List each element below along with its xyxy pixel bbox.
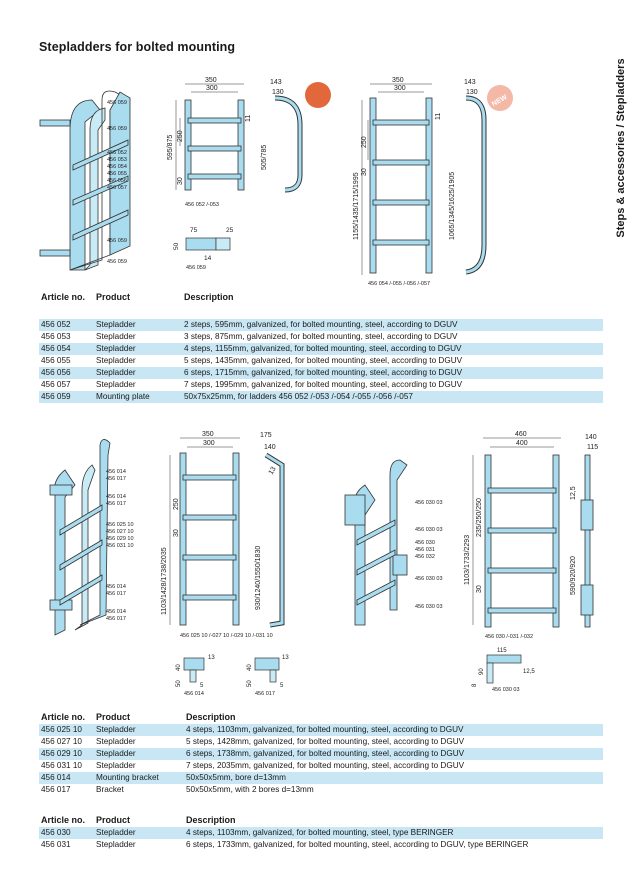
dim-label: 75 (190, 227, 198, 234)
ref-label: 456 017 (106, 591, 126, 597)
dim-label: 12,5 (570, 486, 577, 500)
page-title: Stepladders for bolted mounting (39, 40, 236, 54)
badge-new: NEW (490, 93, 509, 109)
ref-label: 456 017 (106, 476, 126, 482)
dim-label: 130 (272, 89, 284, 96)
ref-label: 456 029 10 (106, 536, 134, 542)
figure-caption: 456 025 10 /-027 10 /-029 10 /-031 10 (180, 633, 273, 639)
dim-label: 595/875 (167, 134, 174, 160)
side-profile-small (275, 98, 300, 190)
table-row: 456 056 Stepladder 6 steps, 1715mm, galvanized, for bolted mounting, steel, according to DGUV (39, 367, 603, 379)
ref-label: 456 014 (106, 609, 126, 615)
ref-label: 456 030 03 (415, 604, 443, 610)
table-row: 456 014 Mounting bracket 50x50x5mm, bore d=13mm (39, 772, 603, 784)
ref-label: 456 014 (106, 469, 126, 475)
dim-label: 1065/1345/1625/1905 (449, 171, 456, 240)
table-row: 456 031 Stepladder 6 steps, 1733mm, galvanized, for bolted mounting, steel, according to DGUV, type BERINGER (41, 840, 529, 849)
front-ladder-large (370, 98, 432, 273)
ref-label: 456 052 (107, 150, 127, 156)
dim-label: 140 (585, 434, 597, 441)
dim-label: 140 (264, 444, 276, 451)
table-header (39, 815, 603, 827)
dim-label: 115 (497, 648, 507, 654)
ref-label: 456 059 (107, 259, 127, 265)
front-ladder-4 (485, 455, 559, 627)
ref-label: 456 014 (106, 584, 126, 590)
dim-label: 50 (247, 680, 253, 687)
dim-label: 250 (173, 498, 180, 510)
dim-label: 30 (177, 177, 184, 185)
table-row: 456 030 Stepladder 4 steps, 1103mm, galvanized, for bolted mounting, steel, type BERINGER (39, 827, 603, 839)
table-row: 456 025 10 Stepladder 4 steps, 1103mm, galvanized, for bolted mounting, steel, according to DGUV (39, 724, 603, 736)
figure-stepladder-4-7-steps (340, 70, 610, 295)
table-row: 456 059 Mounting plate 50x75x25mm, for ladders 456 052 /-053 /-054 /-055 /-056 /-057 (39, 391, 603, 403)
table-row: 456 029 10 Stepladder 6 steps, 1738mm, galvanized, for bolted mounting, steel, according to DGUV (39, 748, 603, 760)
dim-label: 30 (361, 168, 368, 176)
header-description: Description (186, 712, 236, 722)
iso-ladder-3 (50, 439, 110, 635)
dim-label: 1103/1428/1738/2035 (161, 547, 168, 615)
header-article: Article no. (41, 712, 86, 722)
table-row: 456 057 Stepladder 7 steps, 1995mm, galvanized, for bolted mounting, steel, according to DGUV (41, 380, 463, 389)
ref-label: 456 053 (107, 157, 127, 163)
ref-label: 456 030 03 (415, 576, 443, 582)
dim-label: 40 (247, 664, 253, 671)
header-product: Product (96, 712, 131, 722)
dim-label: 143 (464, 79, 476, 86)
figure-stepladder-2-3-steps (30, 70, 320, 280)
table-row: 456 054 Stepladder 4 steps, 1155mm, galvanized, for bolted mounting, steel, according to DGUV (39, 343, 603, 355)
dim-label: 400 (516, 440, 528, 447)
dim-label: 30 (173, 529, 180, 537)
bracket-014 (184, 658, 204, 682)
dim-label: 1103/1733/2293 (464, 534, 471, 585)
dim-label: 130 (466, 89, 478, 96)
ref-label: 456 017 (106, 616, 126, 622)
dim-label: 40 (176, 664, 182, 671)
ref-label: 456 025 10 (106, 522, 134, 528)
article-table-2 (39, 712, 603, 796)
figure-caption: 456 054 /-055 /-056 /-057 (368, 281, 431, 287)
ref-label: 456 032 (415, 554, 435, 560)
dim-label: 25 (226, 227, 234, 234)
dim-label: 250 (361, 136, 368, 148)
figure-stepladder-025-031 (30, 425, 320, 700)
dim-label: 350 (392, 77, 404, 84)
dim-label: 300 (394, 85, 406, 92)
ref-label: 456 030 (415, 540, 435, 546)
table-header (39, 292, 603, 304)
figure-caption: 456 059 (186, 265, 206, 271)
dim-label: 350 (202, 431, 214, 438)
dim-label: 115 (587, 444, 599, 451)
table-row: 456 031 10 Stepladder 7 steps, 2035mm, galvanized, for bolted mounting, steel, according to DGUV (41, 761, 465, 770)
mounting-plate-drawing (186, 238, 230, 250)
dim-label: 175 (260, 432, 272, 439)
dim-label: 12,5 (523, 669, 535, 675)
dim-label: 13 (267, 465, 278, 476)
ref-label: 456 059 (107, 238, 127, 244)
dim-label: 505/785 (261, 144, 268, 170)
dim-label: 14 (204, 255, 212, 262)
figure-caption: 456 014 (184, 691, 204, 697)
ref-label: 456 030 03 (415, 527, 443, 533)
ref-label: 456 059 (107, 100, 127, 106)
ref-label: 456 030 03 (415, 500, 443, 506)
header-product: Product (96, 292, 131, 302)
dim-label: 30 (476, 585, 483, 593)
dim-label: 300 (203, 440, 215, 447)
ref-label: 456 017 (106, 501, 126, 507)
header-article: Article no. (41, 292, 86, 302)
article-table-3 (39, 815, 603, 851)
dim-label: 350 (205, 77, 217, 84)
header-description: Description (184, 292, 234, 302)
dim-label: 300 (206, 85, 218, 92)
dim-label: 250 (177, 130, 184, 142)
iso-ladder-4 (345, 460, 407, 625)
side-profile-3 (266, 455, 282, 625)
dim-label: 1155/1435/1715/1995 (353, 172, 360, 240)
header-article: Article no. (41, 815, 86, 825)
front-ladder-3 (180, 453, 239, 625)
dim-label: 590/920/920 (570, 556, 577, 595)
side-section-label: Steps & accessories / Stepladders (615, 58, 627, 238)
dim-label: 8 (472, 683, 478, 687)
ref-label: 456 057 (107, 185, 127, 191)
dim-label: 235/250/250 (476, 498, 483, 537)
side-profile-large (466, 98, 484, 272)
table-row: 456 055 Stepladder 5 steps, 1435mm, galvanized, for bolted mounting, steel, according to DGUV (41, 356, 463, 365)
table-row: 456 017 Bracket 50x50x5mm, with 2 bores d=13mm (41, 785, 314, 794)
dim-label: 11 (435, 112, 442, 120)
dim-label: 460 (515, 431, 527, 438)
ref-label: 456 027 10 (106, 529, 134, 535)
dim-label: 50 (176, 680, 182, 687)
ref-label: 456 056 (107, 178, 127, 184)
header-product: Product (96, 815, 131, 825)
ref-label: 456 031 10 (106, 543, 134, 549)
ref-label: 456 055 (107, 171, 127, 177)
figure-caption: 456 030 /-031 /-032 (485, 634, 534, 640)
table-row: 456 027 10 Stepladder 5 steps, 1428mm, galvanized, for bolted mounting, steel, according to DGUV (41, 737, 465, 746)
table-row: 456 052 Stepladder 2 steps, 595mm, galvanized, for bolted mounting, steel, according to DGUV (39, 319, 603, 331)
figure-caption: 456 052 /-053 (185, 202, 219, 208)
dim-label: 5 (200, 683, 204, 689)
ref-label: 456 059 (107, 126, 127, 132)
bracket-017 (255, 658, 279, 682)
dim-label: 13 (208, 655, 215, 661)
mounting-plate-4 (487, 655, 521, 683)
table-row: 456 053 Stepladder 3 steps, 875mm, galvanized, for bolted mounting, steel, according to DGUV (41, 332, 458, 341)
front-ladder-small (185, 100, 244, 190)
figure-caption: 456 017 (255, 691, 275, 697)
side-profile-4 (581, 455, 593, 627)
dim-label: 50 (173, 242, 180, 250)
table-header (39, 712, 603, 724)
dim-label: 143 (270, 79, 282, 86)
figure-caption: 456 030 03 (492, 687, 520, 693)
ref-label: 456 054 (107, 164, 127, 170)
dim-label: 5 (280, 683, 284, 689)
figure-stepladder-beringer (335, 425, 610, 700)
badge-orange (305, 82, 331, 108)
article-table-1 (39, 292, 603, 403)
header-description: Description (186, 815, 236, 825)
ref-label: 456 014 (106, 494, 126, 500)
dim-label: 90 (479, 668, 485, 675)
dim-label: 930/1240/1550/1830 (255, 545, 262, 610)
dim-label: 13 (282, 655, 289, 661)
ref-label: 456 031 (415, 547, 435, 553)
dim-label: 11 (245, 114, 252, 122)
